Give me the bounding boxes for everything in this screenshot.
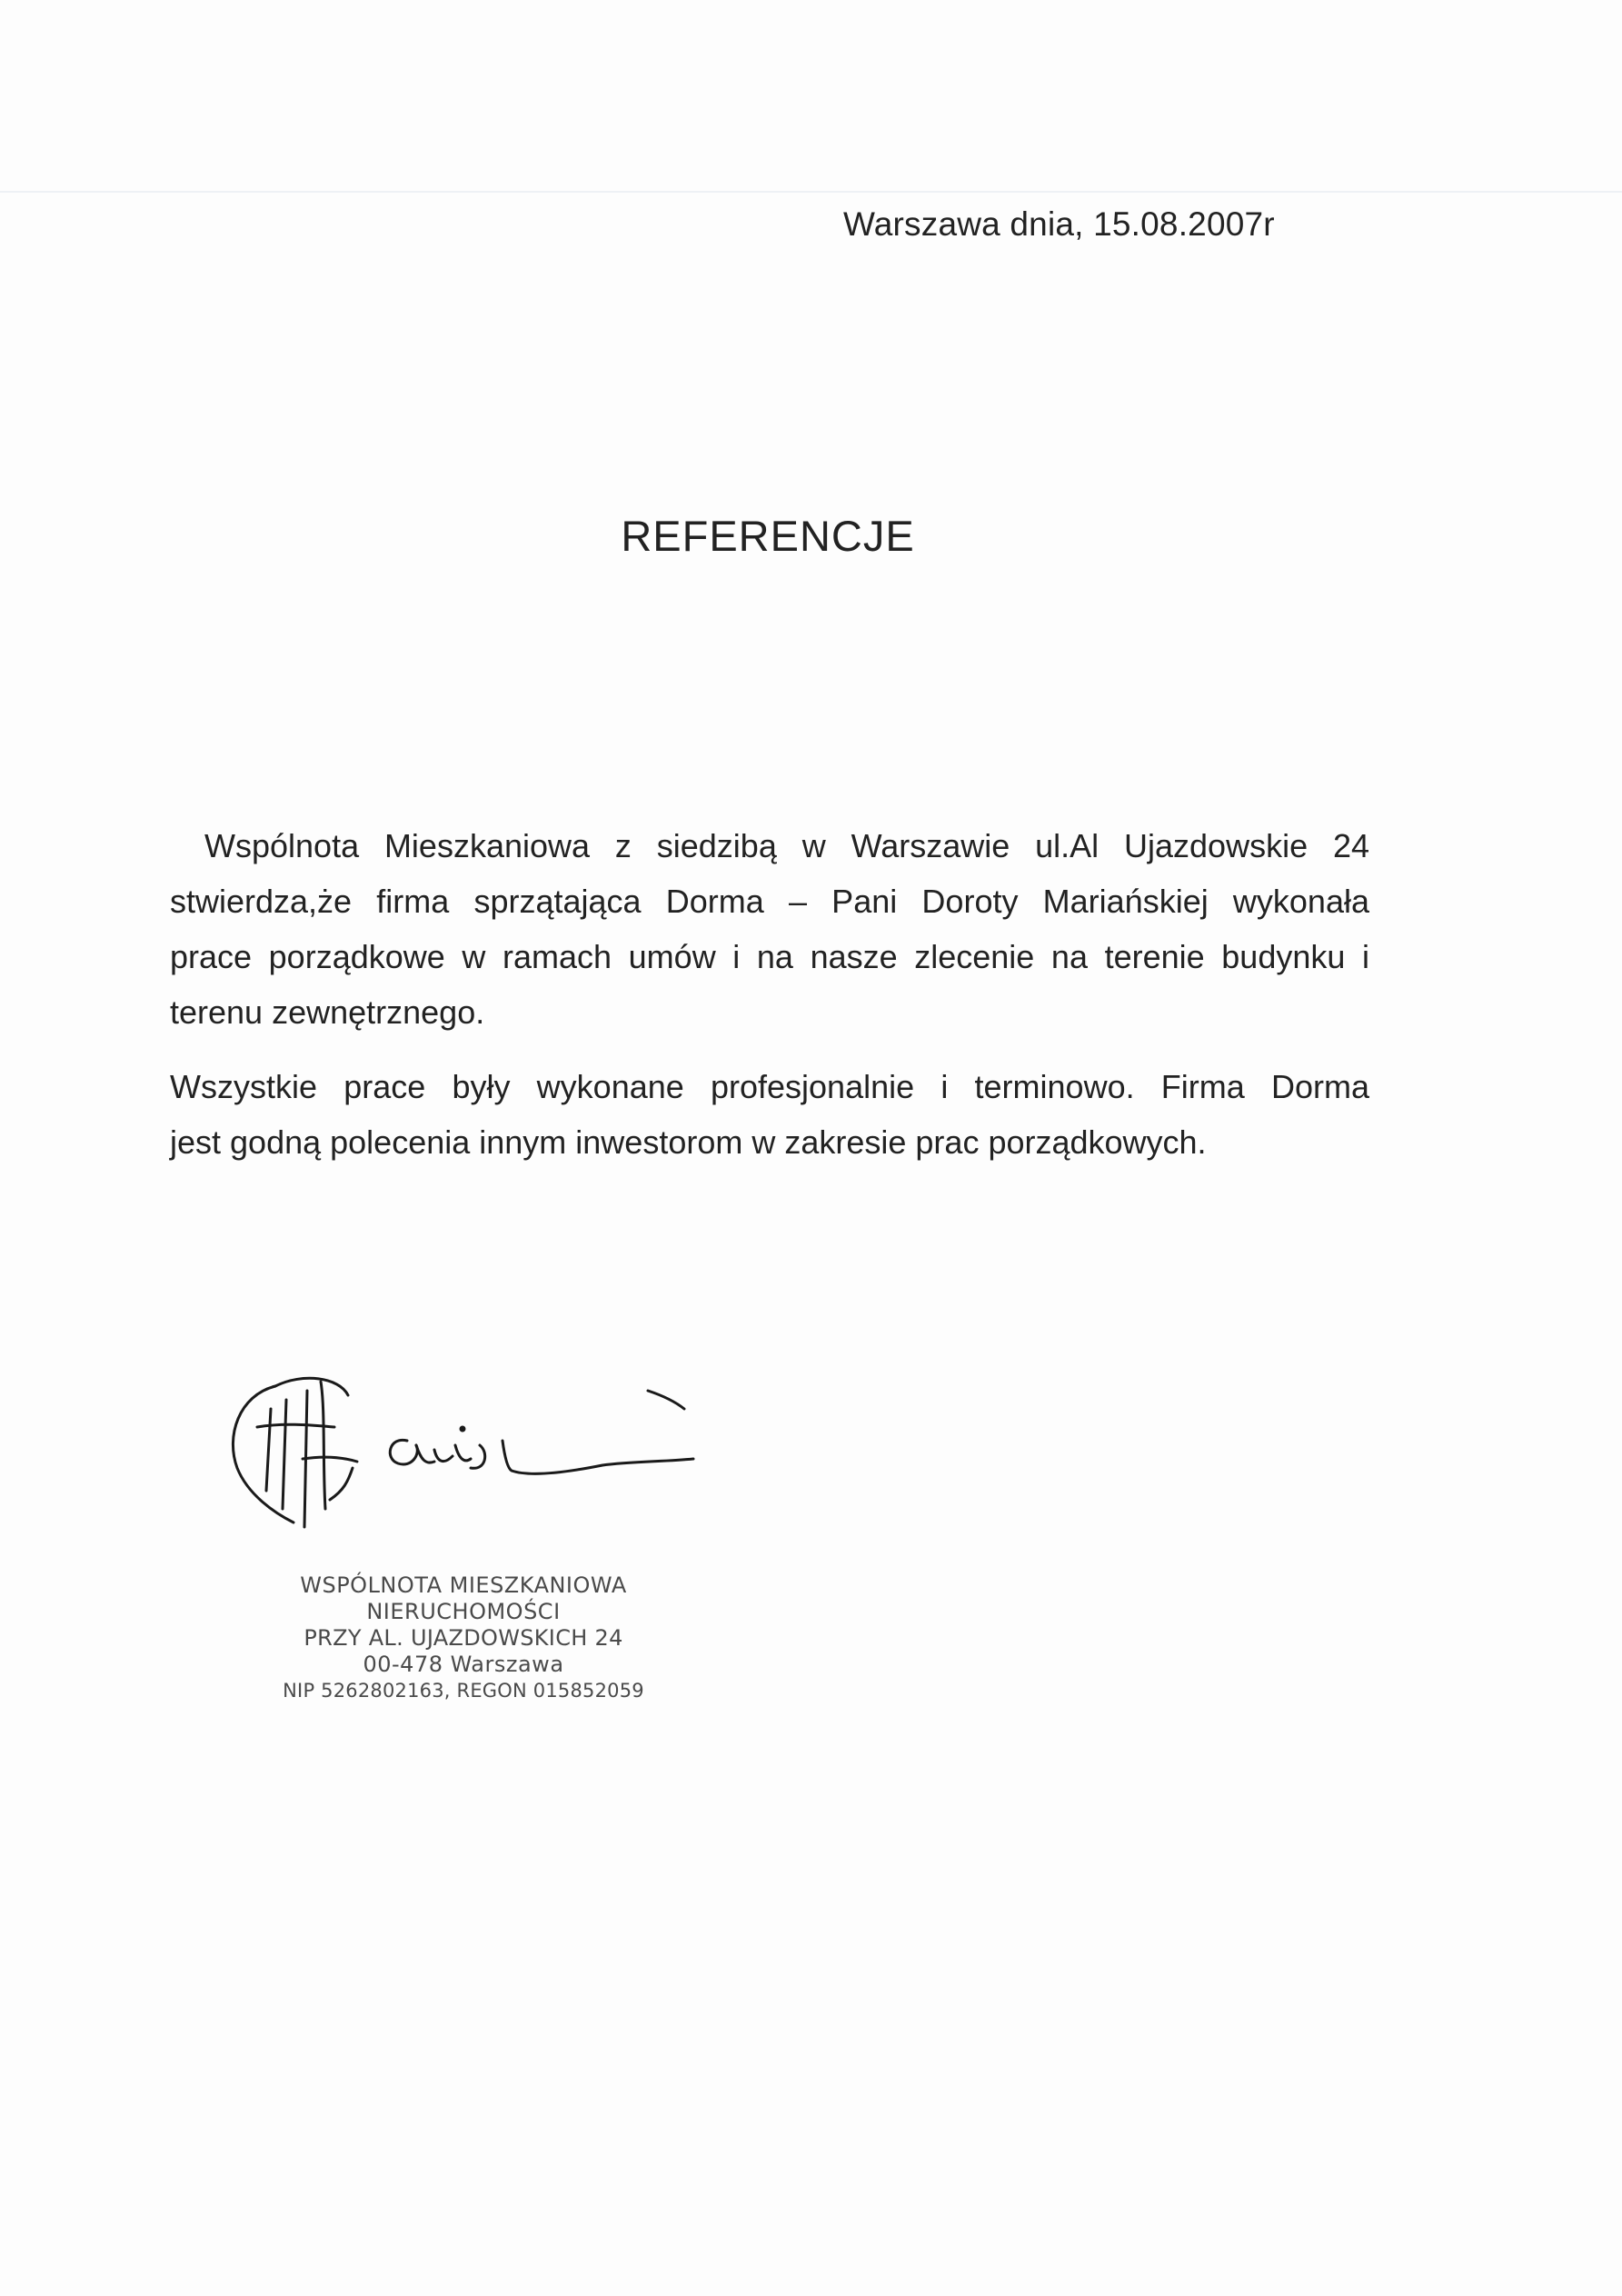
handwritten-signature xyxy=(221,1354,766,1536)
stamp-line: NIERUCHOMOŚCI xyxy=(366,1599,561,1624)
paragraph-line: Wspólnota Mieszkaniowa z siedzibą w Warszawie ul.Al Ujazdowskie 24 xyxy=(204,827,1369,864)
scan-edge-line xyxy=(0,191,1622,193)
stamp-line: PRZY AL. UJAZDOWSKICH 24 xyxy=(304,1625,623,1651)
document-title: REFERENCJE xyxy=(621,512,915,560)
paragraph-line: prace porządkowe w ramach umów i na nasze zlecenie na terenie budynku i xyxy=(170,938,1369,975)
paragraph-line: stwierdza,że firma sprzątająca Dorma – Pani Doroty Mariańskiej wykonała xyxy=(170,883,1369,920)
stamp-line: 00-478 Warszawa xyxy=(363,1652,564,1677)
organization-stamp xyxy=(273,1572,654,1704)
date-line: Warszawa dnia, 15.08.2007r xyxy=(843,205,1275,243)
paragraph-recommendation xyxy=(170,1059,1369,1170)
stamp-line: WSPÓLNOTA MIESZKANIOWA xyxy=(300,1572,627,1598)
paragraph-line: jest godną polecenia innym inwestorom w zakresie prac porządkowych. xyxy=(170,1123,1207,1161)
paragraph-statement xyxy=(170,818,1369,1040)
stamp-line: NIP 5262802163, REGON 015852059 xyxy=(283,1680,644,1702)
paragraph-line: terenu zewnętrznego. xyxy=(170,993,485,1031)
paragraph-line: Wszystkie prace były wykonane profesjonalnie i terminowo. Firma Dorma xyxy=(170,1068,1369,1105)
